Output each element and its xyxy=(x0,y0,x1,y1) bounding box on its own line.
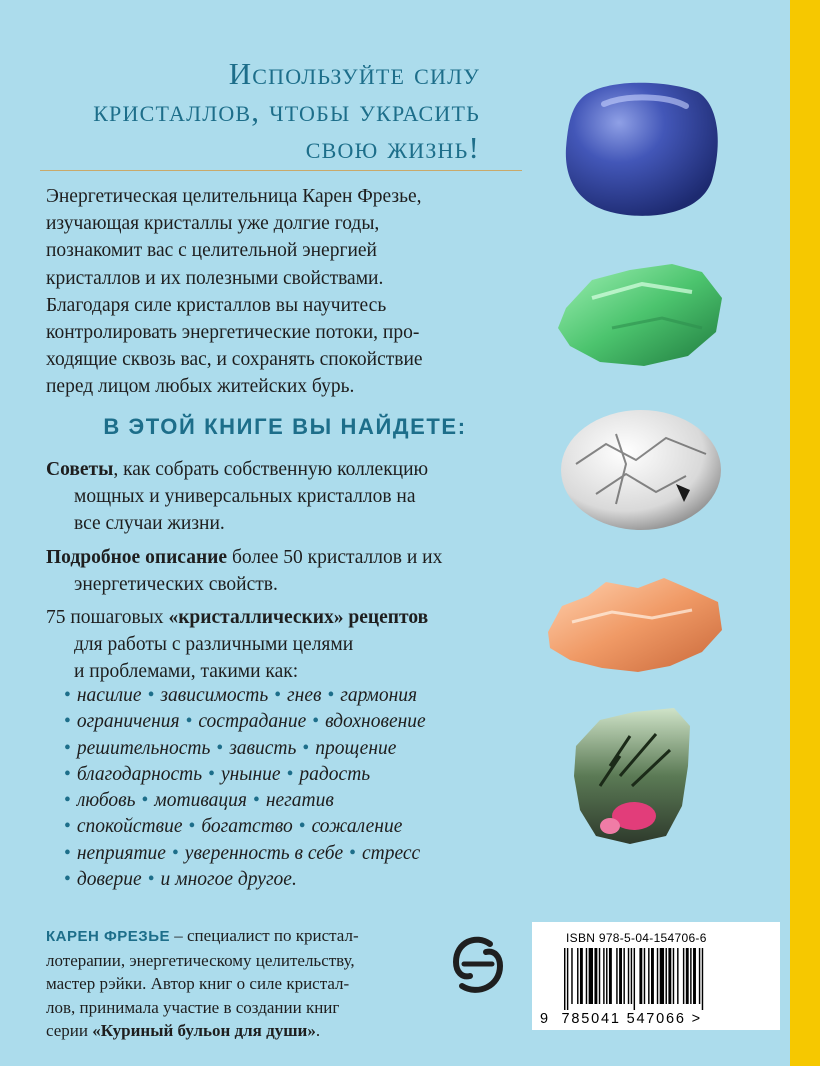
bullet-icon: • xyxy=(64,790,71,812)
bullet-icon: • xyxy=(64,842,71,864)
barcode-bar xyxy=(648,948,649,1004)
barcode-arrow: > xyxy=(691,1011,702,1027)
bullet-icon: • xyxy=(64,869,71,891)
spine-stripe xyxy=(790,0,820,1066)
topic-item: уверенность в себе xyxy=(184,842,344,864)
topic-item: и многое другое. xyxy=(160,869,297,891)
topic-row xyxy=(62,788,430,814)
bullet-icon: • xyxy=(64,737,71,759)
topic-item: неприятие xyxy=(76,842,166,864)
feature-advice-line: все случаи жизни. xyxy=(74,513,225,534)
topic-row xyxy=(62,814,430,840)
publisher-logo-icon xyxy=(448,930,508,998)
barcode-bar xyxy=(619,948,622,1004)
bullet-icon: • xyxy=(208,763,215,785)
headline-line: свою жизнь! xyxy=(305,130,480,165)
author-bio xyxy=(46,924,436,1043)
bullet-icon: • xyxy=(274,685,282,706)
barcode-bar xyxy=(668,948,671,1004)
section-title: В ЭТОЙ КНИГЕ ВЫ НАЙДЕТЕ: xyxy=(103,414,467,439)
topic-row xyxy=(62,841,430,867)
topic-item: доверие xyxy=(76,869,142,891)
feature-description-text: более 50 кристаллов и их xyxy=(227,547,443,568)
topic-item: ограничения xyxy=(76,711,180,733)
blue-stone xyxy=(558,76,726,226)
green-stone xyxy=(552,258,728,372)
topic-list xyxy=(62,683,430,893)
bullet-icon: • xyxy=(188,816,196,838)
barcode-bar xyxy=(594,948,597,1004)
intro-line: контролировать энергетические потоки, про- xyxy=(46,322,420,344)
author-bio-line: лотерапии, энергетическому целительству, xyxy=(46,950,355,970)
topic-item: спокойствие xyxy=(76,816,183,838)
topic-item: сострадание xyxy=(198,711,307,733)
barcode-bar xyxy=(571,948,572,1004)
barcode xyxy=(562,948,768,1010)
feature-advice-text: , как собрать собственную коллекцию xyxy=(113,459,429,480)
bullet-icon: • xyxy=(312,711,320,733)
barcode-bar xyxy=(631,948,632,1004)
bullet-icon: • xyxy=(64,816,71,838)
barcode-bar xyxy=(564,948,565,1010)
bullet-icon: • xyxy=(302,737,310,759)
barcode-bar xyxy=(567,948,568,1010)
topic-item: зависть xyxy=(229,737,297,759)
headline-line: кристаллов, чтобы украсить xyxy=(93,93,480,128)
bullet-icon: • xyxy=(147,869,155,891)
topic-item: благодарность xyxy=(76,763,203,785)
barcode-bar xyxy=(616,948,617,1004)
barcode-bar xyxy=(660,948,664,1004)
barcode-bar xyxy=(683,948,684,1004)
bullet-icon: • xyxy=(171,842,179,864)
topic-row xyxy=(62,709,430,735)
author-series-suffix: . xyxy=(315,1021,321,1040)
topic-item: зависимость xyxy=(160,685,269,706)
barcode-bar xyxy=(603,948,604,1004)
barcode-bar xyxy=(580,948,583,1004)
topic-item: богатство xyxy=(201,816,293,838)
feature-description-line: энергетических свойств. xyxy=(74,574,278,595)
topic-item: радость xyxy=(299,763,371,785)
divider-rule xyxy=(40,170,522,171)
barcode-bar xyxy=(639,948,642,1004)
barcode-bar xyxy=(577,948,578,1004)
barcode-bar xyxy=(589,948,593,1004)
intro-line: кристаллов и их полезными свойствами. xyxy=(46,267,384,289)
barcode-bar xyxy=(634,948,635,1010)
topic-item: мотивация xyxy=(154,790,247,812)
bullet-icon: • xyxy=(216,737,224,759)
feature-recipes xyxy=(46,604,536,685)
howlite-stone xyxy=(556,404,726,536)
barcode-first-digit: 9 xyxy=(540,1011,550,1027)
topic-item: уныние xyxy=(220,763,281,785)
barcode-bar xyxy=(699,948,700,1004)
bullet-icon: • xyxy=(185,711,193,733)
feature-recipes-prefix: 75 пошаговых xyxy=(46,607,169,628)
author-name: КАРЕН ФРЕЗЬЕ xyxy=(46,928,170,945)
topic-row xyxy=(62,867,430,893)
barcode-bar xyxy=(606,948,607,1004)
barcode-group-1: 785041 xyxy=(561,1011,621,1027)
intro-line: изучающая кристаллы уже долгие годы, xyxy=(46,213,380,235)
topic-item: гармония xyxy=(340,685,418,706)
intro-line: Благодаря силе кристаллов вы научитесь xyxy=(46,294,387,316)
barcode-bar xyxy=(651,948,654,1004)
author-bio-line: лов, принимала участие в создании книг xyxy=(46,997,340,1017)
barcode-bar xyxy=(623,948,624,1004)
barcode-bar xyxy=(628,948,629,1004)
topic-item: прощение xyxy=(315,737,397,759)
feature-advice xyxy=(46,456,536,537)
feature-description xyxy=(46,544,536,598)
barcode-bar xyxy=(686,948,689,1004)
bullet-icon: • xyxy=(252,790,260,812)
topic-item: решительность xyxy=(76,737,211,759)
feature-advice-bold: Советы xyxy=(46,459,114,480)
barcode-digits xyxy=(540,1011,702,1027)
bullet-icon: • xyxy=(286,763,294,785)
isbn-label: ISBN 978-5-04-154706-6 xyxy=(566,931,707,945)
intro-line: познакомит вас с целительной энергией xyxy=(46,240,377,262)
headline xyxy=(80,55,480,166)
author-series-prefix: серии xyxy=(46,1021,93,1040)
topic-item: вдохновение xyxy=(325,711,426,733)
headline-line: Используйте силу xyxy=(228,56,480,91)
topic-item: насилие xyxy=(76,685,142,706)
feature-recipes-bold: «кристаллических» рецептов xyxy=(168,607,429,628)
barcode-bar xyxy=(702,948,703,1010)
bullet-icon: • xyxy=(141,790,149,812)
bullet-icon: • xyxy=(64,711,71,733)
barcode-bar xyxy=(586,948,587,1004)
topic-item: гнев xyxy=(287,685,322,706)
series-title: «Куриный бульон для души» xyxy=(92,1021,316,1040)
feature-recipes-line: для работы с различными целями xyxy=(74,634,354,655)
feature-recipes-line: и проблемами, такими как: xyxy=(74,661,299,682)
barcode-bar xyxy=(599,948,600,1004)
author-bio-line: мастер рэйки. Автор книг о силе кристал- xyxy=(46,974,350,993)
barcode-bar xyxy=(693,948,696,1004)
bullet-icon: • xyxy=(147,685,155,706)
feature-advice-line: мощных и универсальных кристаллов на xyxy=(74,486,416,507)
barcode-bar xyxy=(673,948,674,1004)
bullet-icon: • xyxy=(64,763,71,785)
topic-item: сожаление xyxy=(311,816,403,838)
bullet-icon: • xyxy=(298,816,306,838)
intro-line: перед лицом любых житейских бурь. xyxy=(46,376,355,398)
barcode-bar xyxy=(666,948,667,1004)
feature-description-bold: Подробное описание xyxy=(46,547,228,568)
topic-item: негатив xyxy=(265,790,334,812)
tourmaline-stone xyxy=(570,706,696,848)
barcode-bar xyxy=(644,948,645,1004)
bullet-icon: • xyxy=(349,842,356,864)
topic-row xyxy=(62,683,430,709)
author-bio-text: – специалист по кристал- xyxy=(170,926,359,945)
barcode-bar xyxy=(609,948,612,1004)
barcode-bar xyxy=(677,948,678,1004)
bullet-icon: • xyxy=(327,685,335,706)
intro-paragraph xyxy=(46,183,526,401)
topic-item: стресс xyxy=(362,842,421,864)
orange-stone xyxy=(542,572,726,678)
topic-item: любовь xyxy=(76,790,136,812)
barcode-bar xyxy=(657,948,658,1004)
intro-line: ходящие сквозь вас, и сохранять спокойствие xyxy=(46,349,423,371)
barcode-bar xyxy=(690,948,691,1004)
barcode-group-2: 547066 xyxy=(626,1011,686,1027)
topic-row xyxy=(62,736,430,762)
topic-row xyxy=(62,762,430,788)
bullet-icon: • xyxy=(64,685,71,706)
intro-line: Энергетическая целительница Карен Фрезье, xyxy=(46,186,422,207)
